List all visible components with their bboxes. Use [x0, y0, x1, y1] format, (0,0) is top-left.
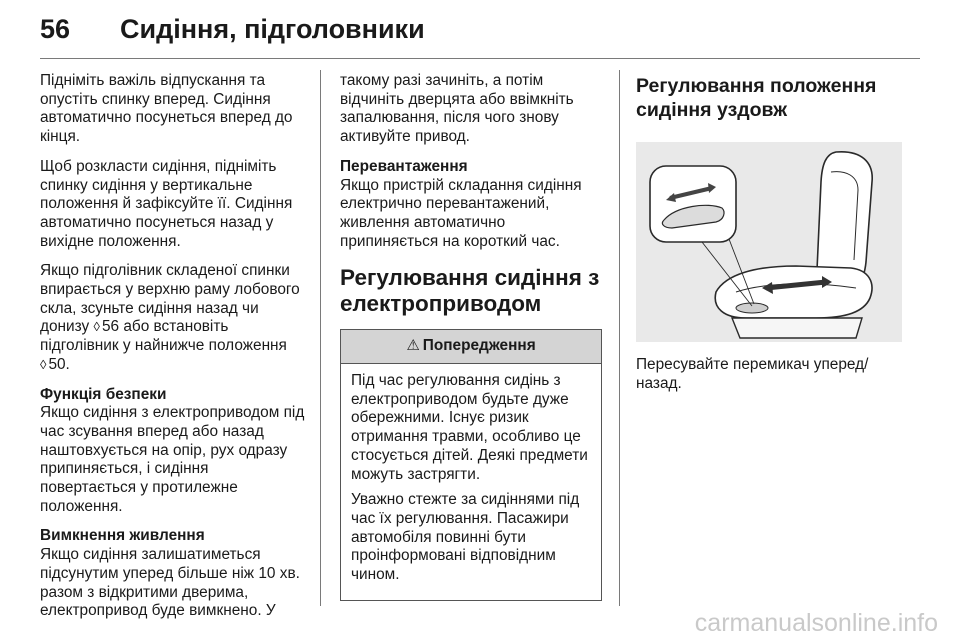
paragraph-overload: [340, 158, 602, 252]
page-number: 56: [40, 14, 71, 44]
xref-page-50[interactable]: 50.: [48, 355, 70, 373]
column-1: [40, 72, 308, 632]
xref-page-56[interactable]: 56: [101, 318, 120, 336]
paragraph-fold: Підніміть важіль відпускання та опустіть спинку вперед. Сидіння автоматично посунеться вперед до кінця.: [40, 72, 293, 146]
column-divider-2: [619, 70, 620, 606]
xref-arrow-icon: ◊: [93, 319, 100, 335]
seat-adjustment-figure: [636, 142, 902, 342]
warning-box: [340, 329, 602, 600]
overload-heading: Перевантаження: [340, 157, 468, 175]
power-off-heading: Вимкнення живлення: [40, 527, 205, 545]
paragraph-safety: [40, 386, 308, 517]
warning-triangle-icon: ⚠: [406, 337, 420, 355]
figure-caption: Пересувайте перемикач уперед/назад.: [636, 356, 869, 392]
warning-paragraph-1: Під час регулювання сидінь з електроприводом будьте дуже обережними. Існує ризик отримання травми, особливо це стосується дітей. Деякі предмети можуть застрягти.: [351, 372, 588, 483]
overload-text: Якщо пристрій складання сидіння електрично перевантажений, живлення автоматично припиняється на короткий час.: [340, 176, 582, 250]
warning-body: [341, 364, 601, 600]
headrest-text: Якщо підголівник складеної спинки впирається у верхню раму лобового скла, зсуньте сидіння назад чи донизу: [40, 262, 300, 336]
headrest-text-mid: або встановіть підголівник у найнижче положення: [40, 318, 287, 355]
column-2: [340, 72, 602, 601]
xref-arrow-icon: ◊: [40, 356, 47, 372]
section-heading-longitudinal: Регулювання положення сидіння уздовж: [636, 75, 877, 121]
paragraph-power-off: [40, 527, 308, 621]
paragraph-unfold: Щоб розкласти сидіння, підніміть спинку сидіння у вертикальне положення й зафіксуйте її. Сидіння автоматично посунеться назад у вихідне положення.: [40, 157, 293, 250]
watermark: carmanualsonline.info: [694, 609, 938, 637]
section-heading-power-seat: Регулювання сидіння з електроприводом: [340, 265, 600, 317]
warning-label: Попередження: [422, 337, 536, 355]
seat-illustration: [636, 142, 902, 342]
column-divider-1: [320, 70, 321, 606]
paragraph-headrest: [40, 262, 308, 374]
paragraph-continuation: такому разі зачиніть, а потім відчиніть дверцята або ввімкніть запалювання, після чого знову активуйте привод.: [340, 72, 574, 146]
page-title: Сидіння, підголовники: [120, 14, 425, 44]
warning-paragraph-2: Уважно стежте за сидіннями під час їх регулювання. Пасажири автомобіля повинні бути проінформовані відповідним чином.: [351, 491, 580, 584]
safety-text: Якщо сидіння з електроприводом під час зсування вперед або назад наштовхується на опір, рух одразу припиняється, і сидіння повертається у протилежне положення.: [40, 404, 305, 515]
header-rule: [40, 58, 920, 59]
safety-heading: Функція безпеки: [40, 385, 167, 403]
power-off-text: Якщо сидіння залишатиметься підсунутим уперед більше ніж 10 хв. разом з відкритими дверима, електропривод буде вимкнено. У: [40, 546, 300, 620]
column-3: [636, 72, 902, 404]
warning-header: [341, 330, 601, 364]
